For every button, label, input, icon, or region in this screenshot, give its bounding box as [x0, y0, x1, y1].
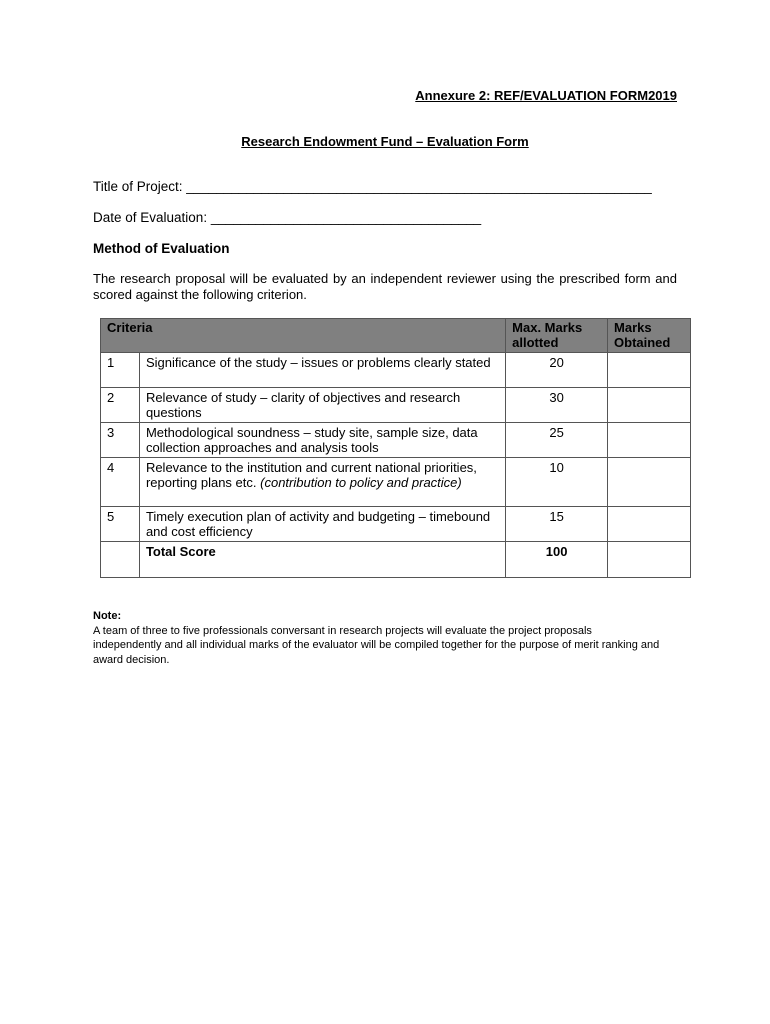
criterion-number: 3: [101, 423, 140, 458]
evaluation-date-field[interactable]: [93, 210, 481, 225]
table-row: [101, 388, 691, 423]
criterion-description: Relevance of study – clarity of objectives and research questions: [139, 388, 505, 423]
criterion-number: 5: [101, 507, 140, 542]
criterion-description: Significance of the study – issues or problems clearly stated: [139, 353, 505, 388]
note-label: Note:: [93, 610, 122, 622]
table-row: [101, 353, 691, 388]
project-title-field[interactable]: [93, 179, 652, 194]
marks-obtained-header-line1: Marks: [614, 320, 652, 335]
table-row: [101, 458, 691, 507]
method-heading: Method of Evaluation: [93, 241, 230, 256]
criterion-marks-obtained[interactable]: [608, 458, 691, 507]
criterion-number: 4: [101, 458, 140, 507]
total-score-label: Total Score: [139, 542, 505, 578]
criterion-number: 2: [101, 388, 140, 423]
evaluation-date-blank[interactable]: ____________________________________: [210, 210, 482, 225]
note-text: A team of three to five professionals conversant in research projects will evaluate the project proposals independently and all individual marks of the evaluator will be compiled together for the purpose of merit ranking and award decision.: [93, 624, 660, 666]
max-marks-header-line1: Max. Marks: [512, 320, 583, 335]
criterion-max-marks: 10: [506, 458, 608, 507]
method-intro: The research proposal will be evaluated by an independent reviewer using the prescribed form and scored against the following criterion.: [93, 271, 677, 302]
total-number-cell: [101, 542, 140, 578]
criterion-marks-obtained[interactable]: [608, 507, 691, 542]
note-block: [93, 609, 663, 667]
max-marks-header: [506, 319, 608, 353]
criterion-number: 1: [101, 353, 140, 388]
annexure-heading: Annexure 2: REF/EVALUATION FORM2019: [415, 88, 677, 103]
table-row: [101, 507, 691, 542]
criterion-description-italic: (contribution to policy and practice): [260, 475, 462, 490]
criterion-marks-obtained[interactable]: [608, 388, 691, 423]
total-score-row: [101, 542, 691, 578]
criterion-max-marks: 30: [506, 388, 608, 423]
project-title-blank[interactable]: ______________________________________________________________: [186, 179, 652, 194]
criterion-description-text: Relevance to the institution and current national priorities, reporting plans etc.: [145, 460, 477, 490]
criterion-description: Methodological soundness – study site, sample size, data collection approaches and analysis tools: [139, 423, 505, 458]
max-marks-header-line2: allotted: [512, 335, 559, 350]
criteria-header-label: Criteria: [107, 320, 153, 335]
criterion-description: Timely execution plan of activity and budgeting – timebound and cost efficiency: [139, 507, 505, 542]
total-max-marks: 100: [506, 542, 608, 578]
marks-obtained-header: [608, 319, 691, 353]
criterion-max-marks: 25: [506, 423, 608, 458]
form-title: Research Endowment Fund – Evaluation Form: [241, 134, 529, 149]
criterion-marks-obtained[interactable]: [608, 423, 691, 458]
project-title-label: Title of Project:: [93, 179, 183, 194]
criteria-table: [100, 318, 691, 578]
criterion-max-marks: 15: [506, 507, 608, 542]
total-marks-obtained[interactable]: [608, 542, 691, 578]
table-header-row: [101, 319, 691, 353]
table-row: [101, 423, 691, 458]
criterion-marks-obtained[interactable]: [608, 353, 691, 388]
criterion-description: [139, 458, 505, 507]
criteria-header: [101, 319, 506, 353]
marks-obtained-header-line2: Obtained: [614, 335, 671, 350]
evaluation-date-label: Date of Evaluation:: [93, 210, 208, 225]
criterion-max-marks: 20: [506, 353, 608, 388]
